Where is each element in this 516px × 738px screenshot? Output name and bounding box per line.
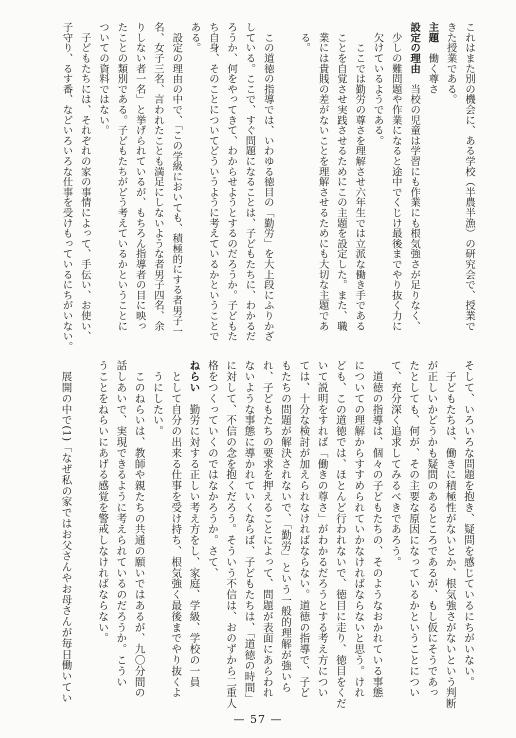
column-text: 展開の中で(1)「なぜ私の家ではお父さんやお母さんが毎日働いてい (60, 360, 73, 704)
text-column (332, 22, 350, 362)
text-column (75, 22, 93, 362)
text-column (295, 360, 313, 722)
column-text: として自分の出来る仕事を受け持ち、根気強く最後までやり抜くよ (170, 360, 183, 698)
column-text: 道徳の指導は、個々の子どもたちの、そのようなおかれている事態 (371, 360, 384, 698)
column-text: 子どもたちは、働きに積極性がないとか、根気強さがないという判断 (444, 360, 457, 709)
text-column (423, 22, 441, 362)
column-text: 格をつくっていくのではなかろうか。さて、 (206, 360, 219, 578)
column-text: うにしたい。 (151, 360, 164, 437)
text-column (222, 22, 240, 362)
column-text: している。ここで、すぐ問題になることは、子どもたちに、わかるだ (243, 22, 256, 342)
text-column (57, 360, 75, 722)
text-column (405, 360, 423, 722)
column-text: 設定の理由の中で、「この学級においても、積極的にする者男子一 (170, 22, 183, 337)
upper-text-block (57, 22, 478, 362)
text-column (332, 360, 350, 722)
text-column (350, 360, 368, 722)
text-column (112, 360, 130, 722)
text-column (460, 360, 478, 722)
text-column (57, 22, 75, 362)
column-text: 名、女子三名、言われたことも満足にしないような者男子四名、余 (151, 22, 164, 331)
text-column (240, 22, 258, 362)
column-text: これはまた別の機会に、ある学校（半農半漁）の研究会で、授業で (463, 22, 475, 331)
column-text: に対して、不信の念を抱くだろう。そういう不信は、おのずから二重人 (225, 360, 238, 709)
text-column (167, 360, 185, 722)
section-heading: 主題 (426, 22, 439, 43)
text-column (368, 360, 386, 722)
column-text: そして、いろいろな問題を抱き、疑問を感じているにちがいない。 (463, 360, 475, 687)
text-column (130, 360, 148, 722)
text-column (75, 360, 93, 722)
text-column (185, 360, 203, 722)
column-text: ろうか、何をやってきて、わからせようとするのだろうか。子どもた (225, 22, 238, 342)
column-text: もたちの問題が解決されないで、「勤労」という一般的理解が強いら (280, 360, 293, 693)
column-text: うことをねらいにあげる感覚を警戒しなければならない。 (97, 360, 110, 644)
text-column (167, 22, 185, 362)
text-column (185, 22, 203, 362)
column-text: ある。 (188, 22, 201, 53)
text-column (423, 360, 441, 722)
column-text: 業には貴賎の差がないことを理解させるためにも大切な主題であ (316, 22, 329, 331)
column-text: 子どもたちには、それぞれの家の事情によって、手伝い、お使い、 (78, 22, 91, 342)
column-text: このねらいは、教師や親たちの共通の願いではあるが、九〇分間の (133, 360, 146, 698)
column-text: たことの類別である。子どもたちがどう考えているかということに (115, 22, 128, 331)
section-heading: 設定の理由 (408, 22, 421, 74)
column-text: ては、十分な検討が加えられなければならない。道徳の指導で、子ど (298, 360, 311, 698)
text-column (258, 360, 276, 722)
column-text: 勤労に対する正しい考え方をし、家庭、学級、学校の一員 (188, 392, 201, 688)
text-column (204, 360, 222, 722)
column-text: が正しいかどうかも疑問のあるところであるが、もし仮にそうであっ (426, 360, 439, 698)
column-text: ち自身、そのことについてどういうように考えているかということで (206, 22, 219, 342)
column-text: 当校の児童は学習にも作業にも根気強さが足りなく、 (408, 73, 421, 331)
text-column (368, 22, 386, 362)
text-column (204, 22, 222, 362)
text-column (277, 22, 295, 362)
column-text: この道徳の指導では、いわゆる徳目の「勤労」を大上段にふりかざ (261, 22, 274, 342)
text-column (441, 360, 459, 722)
text-column (240, 360, 258, 722)
column-text: きた授業である。 (444, 22, 457, 105)
text-column (313, 360, 331, 722)
column-text: 子守り、るす番、などいろいろな仕事を受けもっているにちがいない。 (60, 22, 73, 352)
column-text: りしない者一名」と挙げられているが、もちろん指導者の目に映っ (133, 22, 146, 331)
text-column (277, 360, 295, 722)
column-text: る。 (298, 22, 311, 53)
page-number: — 57 — (233, 713, 283, 726)
column-text: ないような事態に導かれていくならば、子どもたちは、「道徳の時間」 (243, 360, 256, 704)
text-column (350, 22, 368, 362)
text-column (258, 22, 276, 362)
text-column (313, 22, 331, 362)
column-text: ども、この道徳では、ほとんど行われないで、徳目に走り、徳目をくだ (334, 360, 347, 709)
column-text: いて説明をすれば「働きの尊さ」がわかるだろうとする考え方につい (316, 360, 329, 698)
text-column (441, 22, 459, 362)
text-column (149, 22, 167, 362)
column-text: 少しの難問題や作業になると途中でくじけ最後までやり抜く力に (389, 22, 402, 331)
text-column (94, 360, 112, 722)
text-column (387, 22, 405, 362)
column-text: 働く尊さ (426, 42, 439, 95)
column-text: 話しあいで、実現できるように考えられているのだろうか。こうい (115, 360, 128, 687)
column-text: ことを自覚させ実践させるためにこの主題を設定した。また、職 (334, 22, 347, 331)
column-text: 欠けているようである。 (371, 22, 384, 146)
column-text: れ、子どもたちの要求を押えることによって、問題が表面にあらわれ (261, 360, 274, 698)
text-column (405, 22, 423, 362)
column-text: ついての資料ではない。 (97, 22, 110, 136)
text-column (222, 360, 240, 722)
column-text: ここでは勤労の尊さを理解させ六年生では立派な働き手である (353, 22, 366, 331)
text-column (387, 360, 405, 722)
text-column (149, 360, 167, 722)
column-text: たとしても、何が、その主要な原因になっているかということについ (408, 360, 421, 698)
text-column (112, 22, 130, 362)
lower-text-block (57, 360, 478, 722)
section-heading: ねらい (188, 360, 201, 393)
column-text: についての理解からすすめられていかなければならないと思う。けれ (353, 360, 366, 698)
text-column (295, 22, 313, 362)
column-text: て、充分深く追求してみるべきであろう。 (389, 360, 402, 568)
text-column (460, 22, 478, 362)
text-column (94, 22, 112, 362)
text-column (130, 22, 148, 362)
